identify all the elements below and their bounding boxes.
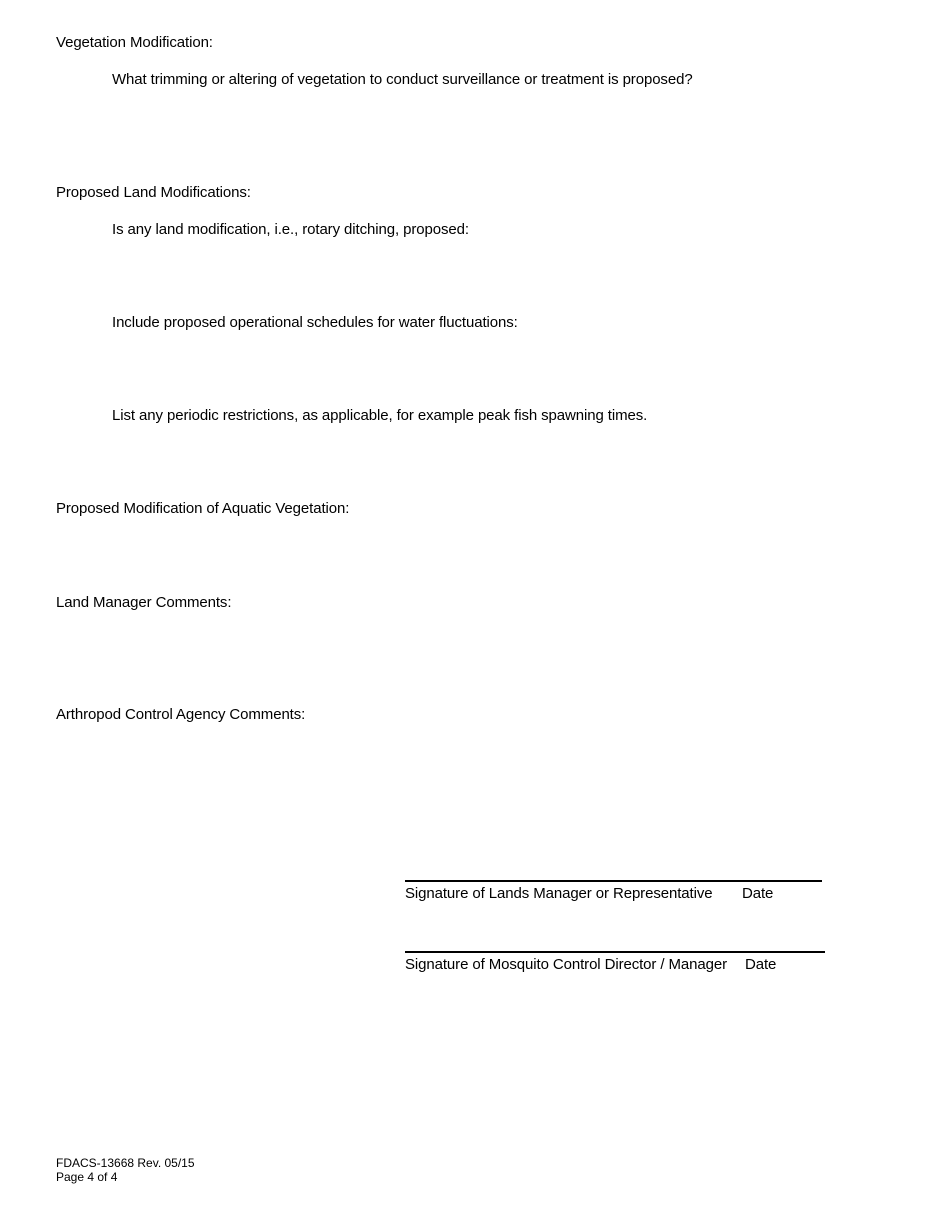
arthropod-comments-heading: Arthropod Control Agency Comments: [56,706,306,723]
operational-schedules-question: Include proposed operational schedules for water fluctuations: [112,314,518,331]
vegetation-modification-heading: Vegetation Modification: [56,34,213,51]
vegetation-trimming-question: What trimming or altering of vegetation to conduct surveillance or treatment is proposed? [112,71,693,88]
form-number: FDACS-13668 Rev. 05/15 [56,1156,195,1170]
land-modification-question: Is any land modification, i.e., rotary ditching, proposed: [112,221,469,238]
mosquito-director-signature-label: Signature of Mosquito Control Director / Manager [405,956,728,973]
mosquito-director-signature-line[interactable] [405,951,825,953]
lands-manager-signature-line[interactable] [405,880,822,882]
periodic-restrictions-question: List any periodic restrictions, as applicable, for example peak fish spawning times. [112,407,648,424]
lands-manager-date-label: Date [742,885,774,902]
lands-manager-signature-label: Signature of Lands Manager or Representative [405,885,713,902]
aquatic-vegetation-heading: Proposed Modification of Aquatic Vegetation: [56,500,350,517]
land-modifications-heading: Proposed Land Modifications: [56,184,251,201]
mosquito-director-date-label: Date [745,956,777,973]
land-manager-comments-heading: Land Manager Comments: [56,594,232,611]
page-number: Page 4 of 4 [56,1170,118,1184]
